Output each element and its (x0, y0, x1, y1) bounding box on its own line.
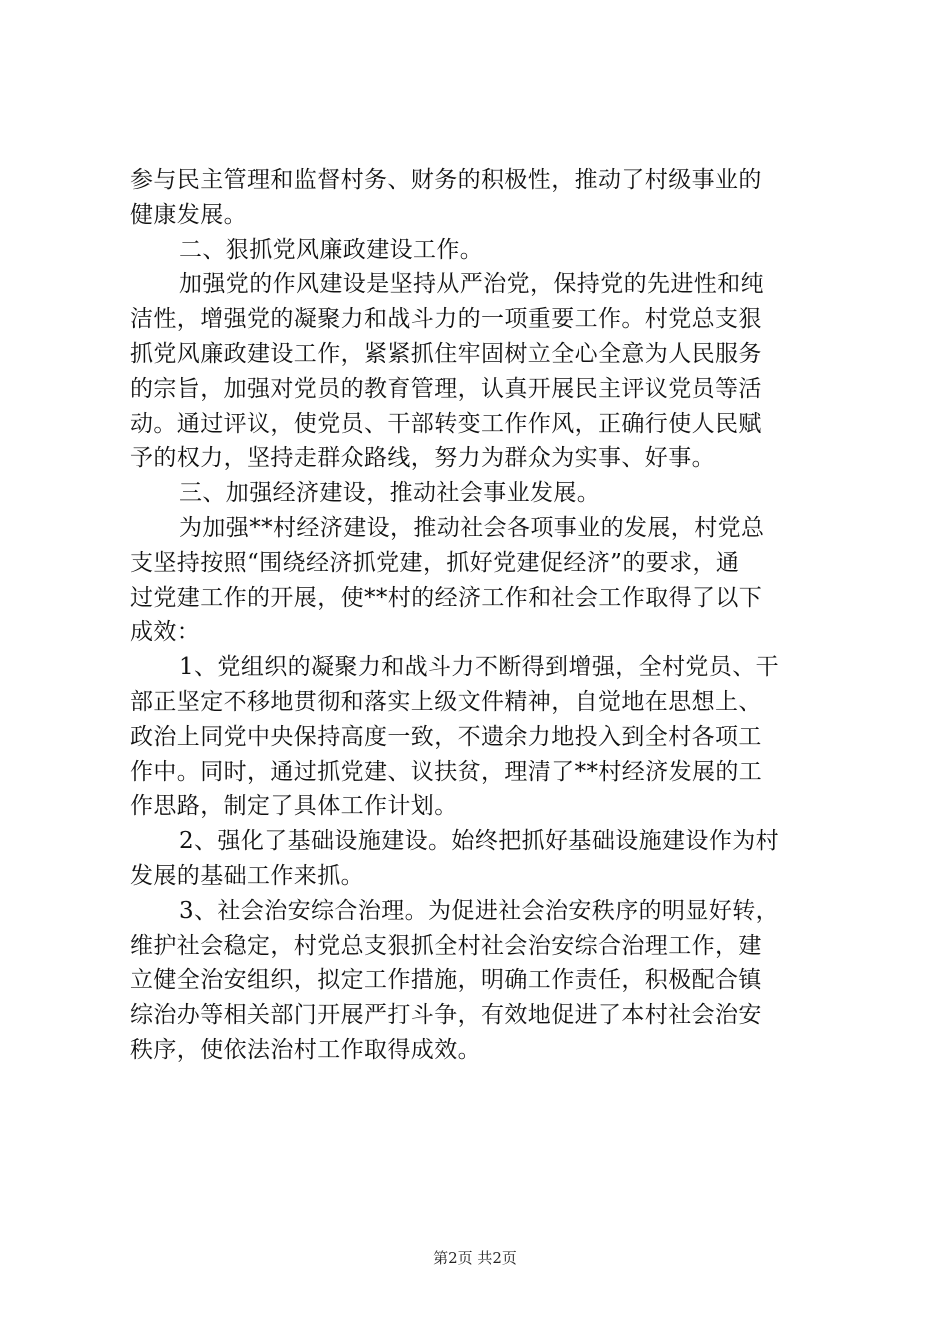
list-item: 1、党组织的凝聚力和战斗力不断得到增强，全村党员、干 (179, 654, 780, 681)
list-item: 2、强化了基础设施建设。始终把抓好基础设施建设作为村 (179, 828, 780, 855)
text-line: 作思路，制定了具体工作计划。 (130, 793, 458, 820)
text-line: 过党建工作的开展，使**村的经济工作和社会工作取得了以下 (130, 584, 763, 611)
text-line: 成效： (130, 619, 201, 646)
text-line: 综治办等相关部门开展严打斗争，有效地促进了本村社会治安 (130, 1002, 762, 1029)
text-line: 为加强**村经济建设，推动社会各项事业的发展，村党总 (179, 514, 765, 541)
body-text (130, 163, 830, 1068)
text-line: 发展的基础工作来抓。 (130, 862, 364, 889)
list-item: 3、社会治安综合治理。为促进社会治安秩序的明显好转， (179, 897, 780, 924)
text-line: 部正坚定不移地贯彻和落实上级文件精神，自觉地在思想上、 (130, 688, 762, 715)
text-line: 作中。同时，通过抓党建、议扶贫，理清了**村经济发展的工 (130, 758, 763, 785)
text-line: 抓党风廉政建设工作，紧紧抓住牢固树立全心全意为人民服务 (130, 340, 762, 367)
text-line: 政治上同党中央保持高度一致，不遗余力地投入到全村各项工 (130, 723, 762, 750)
text-line: 动。通过评议，使党员、干部转变工作作风，正确行使人民赋 (130, 410, 762, 437)
text-line: 健康发展。 (130, 201, 247, 228)
text-line: 秩序，使依法治村工作取得成效。 (130, 1036, 481, 1063)
section-heading: 二、狠抓党风廉政建设工作。 (179, 236, 484, 263)
text-line: 洁性，增强党的凝聚力和战斗力的一项重要工作。村党总支狠 (130, 306, 762, 333)
text-line: 予的权力，坚持走群众路线，努力为群众为实事、好事。 (130, 445, 715, 472)
text-line: 加强党的作风建设是坚持从严治党，保持党的先进性和纯 (179, 271, 764, 298)
section-heading: 三、加强经济建设，推动社会事业发展。 (179, 480, 601, 507)
text-line: 的宗旨，加强对党员的教育管理，认真开展民主评议党员等活 (130, 375, 762, 402)
text-line: 维护社会稳定，村党总支狠抓全村社会治安综合治理工作，建 (130, 932, 762, 959)
text-line: 参与民主管理和监督村务、财务的积极性，推动了村级事业的 (130, 167, 762, 193)
text-line: 立健全治安组织，拟定工作措施，明确工作责任，积极配合镇 (130, 967, 762, 994)
page-number-footer: 第2页 共2页 (433, 1249, 517, 1267)
text-line: 支坚持按照“围绕经济抓党建，抓好党建促经济”的要求，通 (130, 549, 740, 576)
